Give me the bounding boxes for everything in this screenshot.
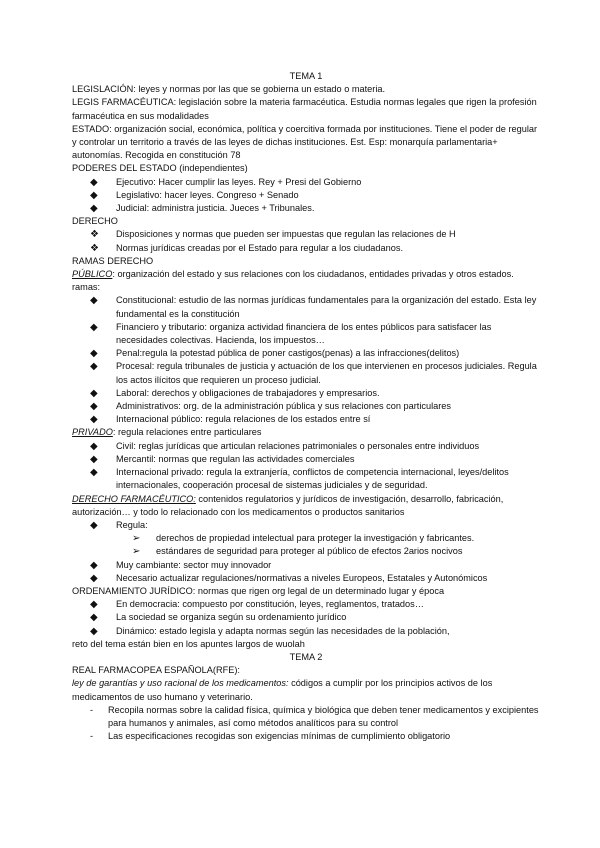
list-item: - Recopila normas sobre la calidad física, química y biológica que deben tener medicamentos y excipientes para humanos y animales, así como métodos analíticos para su control [90,704,539,728]
list-item: ❖ Disposiciones y normas que pueden ser impuestas que regulan las relaciones de H [90,229,456,241]
diamond-bullet-icon: ◆ [90,453,98,465]
diamond-bullet-icon: ◆ [90,572,98,584]
list-item: - Las especificaciones recogidas son exigencias mínimas de cumplimiento obligatorio [72,730,540,743]
diamond-bullet-icon: ◆ [90,559,98,571]
list-item: ◆ Internacional público: regula relaciones de los estados entre sí [90,414,371,426]
diamond-bullet-icon: ◆ [90,625,98,637]
rfe-heading: REAL FARMACOPEA ESPAÑOLA(RFE): [72,665,240,676]
diamond-bullet-icon: ◆ [90,401,98,413]
list-item: ◆ Muy cambiante: sector muy innovador [90,559,272,571]
poderes-heading: PODERES DEL ESTADO (independientes) [72,163,248,174]
list-item: ◆ Procesal: regula tribunales de justicia y actuación de los que intervienen en procesos judiciales. Regula los actos ilícitos que requieren un proceso judicial. [90,361,537,385]
list-item: ◆ Ejecutivo: Hacer cumplir las leyes. Rey + Presi del Gobierno [90,176,362,188]
tema1-heading: TEMA 1 [289,71,323,81]
diamond-bullet-icon: ◆ [90,321,98,333]
star-bullet-icon: ❖ [90,242,99,254]
list-item: ➢ derechos de propiedad intelectual para proteger la investigación y fabricantes. [132,533,475,545]
diamond-bullet-icon: ◆ [90,348,98,360]
privado-paragraph: PRIVADO: regula relaciones entre particulares [72,427,262,438]
legis-farmaceutica-paragraph: LEGIS FARMACÉUTICA: legislación sobre la materia farmacéutica. Estudia normas legales que rigen la profesión farmacéutica en sus modalidades [72,97,537,121]
ramas-heading: RAMAS DERECHO [72,255,154,266]
publico-paragraph: PÚBLICO: organización del estado y sus relaciones con los ciudadanos, entidades privadas y otros estados. ramas: [72,269,514,293]
list-item: ◆ Penal:regula la potestad pública de poner castigos(penas) a las infracciones(delitos) [90,348,460,360]
resto-note: reto del tema están bien en los apuntes largos de wuolah [72,638,305,649]
diamond-bullet-icon: ◆ [90,189,98,201]
list-item: ◆ Administrativos: org. de la administración pública y sus relaciones con particulares [90,401,451,413]
farmaceutico-paragraph: DERECHO FARMACÉUTICO: contenidos regulatorios y jurídicos de investigación, desarrollo, fabricación, autorización… y todo lo relacionado con los medicamentos o productos sanitarios [72,493,504,517]
diamond-bullet-icon: ◆ [90,203,98,215]
derecho-heading: DERECHO [72,216,118,227]
diamond-bullet-icon: ◆ [90,467,98,479]
diamond-bullet-icon: ◆ [90,599,98,611]
list-item: ➢ estándares de seguridad para proteger al público de efectos 2arios nocivos [132,546,463,558]
list-item: ◆ Regula: [90,519,148,531]
diamond-bullet-icon: ◆ [90,414,98,426]
diamond-bullet-icon: ◆ [90,295,98,307]
arrow-bullet-icon: ➢ [132,533,141,545]
diamond-bullet-icon: ◆ [90,440,98,452]
estado-paragraph: ESTADO: organización social, económica, política y coercitiva formada por instituciones. Tiene el poder de regular y controlar un territorio a través de las leyes de dichas instituciones. Est. Esp: monarquía parlamentaria+ autonomías. Recogida en constitución 78 [72,123,538,161]
legislacion-paragraph: LEGISLACIÓN: leyes y normas por las que se gobierna un estado o materia. [72,84,386,95]
rfe-paragraph: ley de garantías y uso racional de los medicamentos: códigos a cumplir por los principios activos de los medicamentos de uso humano y veterinario. [72,678,493,702]
arrow-bullet-icon: ➢ [132,546,141,558]
dash-bullet-icon: - [90,731,94,742]
list-item: ◆ Internacional privado: regula la extranjería, conflictos de competencia internacional, leyes/delitos internacionales, cooperación procesal de sistemas judiciales y de seguridad. [90,467,509,491]
list-item: ◆ Necesario actualizar regulaciones/normativas a niveles Europeos, Estatales y Autonómicos [90,572,488,584]
star-bullet-icon: ❖ [90,229,99,241]
publico-label: PÚBLICO [72,269,113,280]
diamond-bullet-icon: ◆ [90,176,98,188]
list-item: ◆ Financiero y tributario: organiza actividad financiera de los entes públicos para satisfacer las necesidades colectivas. Hacienda, los impuestos… [90,321,492,346]
list-item: ◆ Civil: reglas jurídicas que articulan relaciones patrimoniales o personales entre individuos [90,440,480,452]
tema2-heading: TEMA 2 [289,651,323,662]
rfe-label: ley de garantías y uso racional de los medicamentos: [72,678,289,689]
list-item: ◆ Constitucional: estudio de las normas jurídicas fundamentales para la organización del estado. Esta ley fundamental es la constitución [90,295,537,319]
farmaceutico-label: DERECHO FARMACÉUTICO: [72,493,196,504]
list-item: ◆ En democracia: compuesto por constitución, leyes, reglamentos, tratados… [90,599,424,611]
list-item: ◆ La sociedad se organiza según su ordenamiento jurídico [90,612,347,624]
list-item: ❖ Normas jurídicas creadas por el Estado para regular a los ciudadanos. [90,242,404,254]
list-item: ◆ Laboral: derechos y obligaciones de trabajadores y empresarios. [90,387,380,399]
diamond-bullet-icon: ◆ [90,361,98,373]
ordenamiento-heading: ORDENAMIENTO JURÍDICO: normas que rigen org legal de un determinado lugar y época [72,585,445,596]
list-item: ◆ Dinámico: estado legisla y adapta normas según las necesidades de la población, [90,625,450,637]
list-item: ◆ Mercantil: normas que regulan las actividades comerciales [90,453,355,465]
privado-label: PRIVADO [72,427,113,438]
diamond-bullet-icon: ◆ [90,519,98,531]
dash-bullet-icon: - [90,704,94,715]
diamond-bullet-icon: ◆ [90,612,98,624]
list-item: ◆ Legislativo: hacer leyes. Congreso + Senado [90,189,299,201]
list-item: ◆ Judicial: administra justicia. Jueces + Tribunales. [90,203,315,215]
diamond-bullet-icon: ◆ [90,387,98,399]
